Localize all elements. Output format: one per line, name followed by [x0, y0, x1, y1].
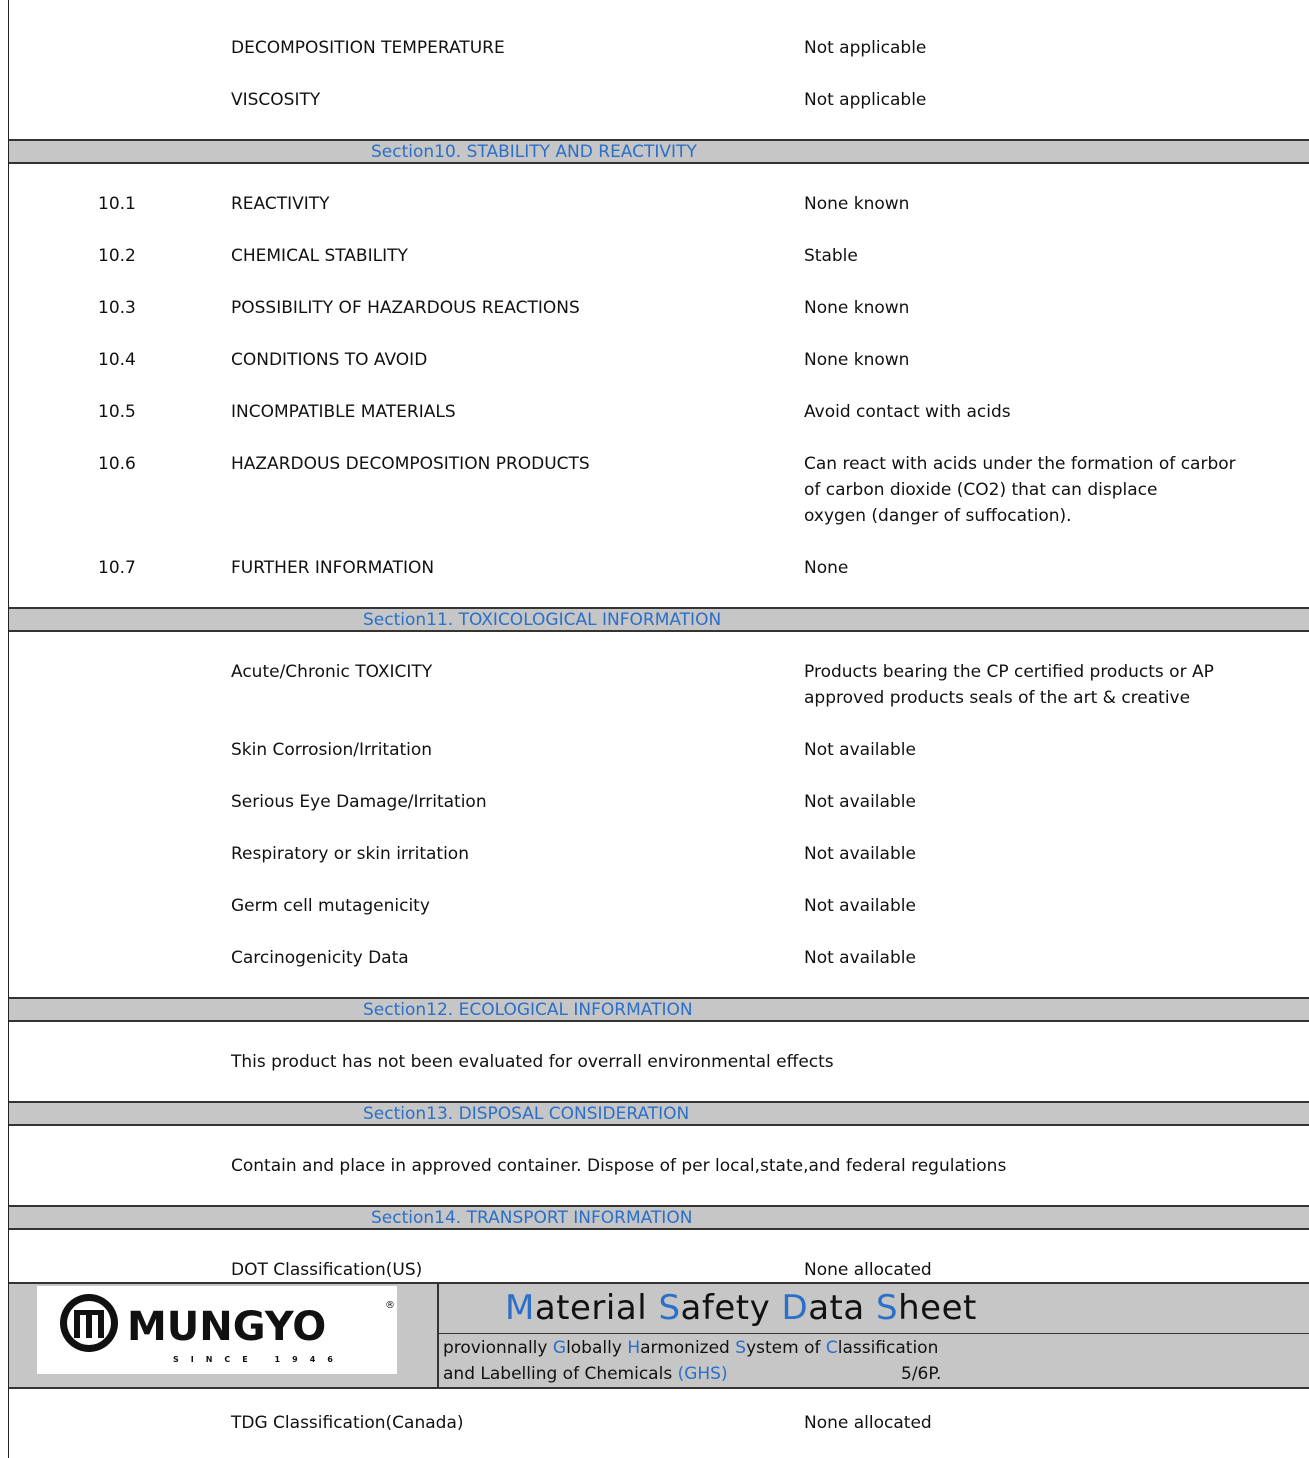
item-value: None known: [804, 350, 910, 370]
item-label: Skin Corrosion/Irritation: [231, 740, 433, 760]
item-label: Respiratory or skin irritation: [231, 844, 469, 864]
item-label: CHEMICAL STABILITY: [231, 246, 408, 266]
item-value: None: [804, 558, 849, 578]
item-value: Products bearing the CP certified products or AP approved products seals of the art & creative: [804, 662, 1214, 708]
item-value: None allocated: [804, 1413, 932, 1433]
logo-wordmark: MUNGYO: [127, 1304, 327, 1350]
item-number: 10.4: [98, 350, 136, 370]
item-number: 10.5: [98, 402, 136, 422]
section-header: [9, 997, 1309, 1022]
section-header: [9, 607, 1309, 632]
section-title: Section13. DISPOSAL CONSIDERATION: [363, 1104, 690, 1124]
mungyo-logo: [37, 1286, 397, 1374]
banner-separator: [439, 1333, 1309, 1334]
item-number: 10.1: [98, 194, 136, 214]
mungyo-logo-graphic: [37, 1286, 397, 1374]
property-value: Not applicable: [804, 38, 927, 58]
item-value: Not available: [804, 896, 916, 916]
item-number: 10.7: [98, 558, 136, 578]
item-label: INCOMPATIBLE MATERIALS: [231, 402, 456, 422]
item-value: Can react with acids under the formation of carbor of carbon dioxide (CO2) that can displace oxygen (danger of suffocation).: [804, 454, 1236, 526]
item-value: Stable: [804, 246, 858, 266]
item-label: Serious Eye Damage/Irritation: [231, 792, 487, 812]
section-title: Section11. TOXICOLOGICAL INFORMATION: [363, 610, 722, 630]
page-number: 5/6P.: [901, 1364, 942, 1384]
item-value: None known: [804, 298, 910, 318]
document-title: Material Safety Data Sheet: [505, 1288, 977, 1328]
section-header: [9, 1101, 1309, 1126]
logo-since: SINCE 1946: [173, 1355, 345, 1364]
item-value: Not available: [804, 948, 916, 968]
disposal-text: Contain and place in approved container. Dispose of per local,state,and federal regulations: [231, 1156, 1007, 1176]
banner-divider: [437, 1284, 439, 1387]
document-subtitle-line2: and Labelling of Chemicals (GHS): [443, 1364, 728, 1384]
item-value: None allocated: [804, 1260, 932, 1280]
item-label: CONDITIONS TO AVOID: [231, 350, 428, 370]
item-number: 10.2: [98, 246, 136, 266]
item-label: Germ cell mutagenicity: [231, 896, 430, 916]
item-label: DOT Classification(US): [231, 1260, 423, 1280]
item-label: REACTIVITY: [231, 194, 330, 214]
item-label: Acute/Chronic TOXICITY: [231, 662, 433, 682]
item-value: Avoid contact with acids: [804, 402, 1011, 422]
document-subtitle-line1: provionnally Globally Harmonized System of Classification: [443, 1338, 939, 1358]
item-label: Carcinogenicity Data: [231, 948, 409, 968]
item-number: 10.3: [98, 298, 136, 318]
item-value: None known: [804, 194, 910, 214]
item-label: HAZARDOUS DECOMPOSITION PRODUCTS: [231, 454, 590, 474]
section-title: Section12. ECOLOGICAL INFORMATION: [363, 1000, 693, 1020]
item-value: Not available: [804, 740, 916, 760]
property-label: VISCOSITY: [231, 90, 321, 110]
item-value: Not available: [804, 844, 916, 864]
item-number: 10.6: [98, 454, 136, 474]
item-value: Not available: [804, 792, 916, 812]
ecological-text: This product has not been evaluated for overrall environmental effects: [231, 1052, 834, 1072]
section-title: Section14. TRANSPORT INFORMATION: [371, 1208, 693, 1228]
section-title: Section10. STABILITY AND REACTIVITY: [371, 142, 697, 162]
item-label: TDG Classification(Canada): [231, 1413, 464, 1433]
property-value: Not applicable: [804, 90, 927, 110]
left-border-line: [8, 0, 9, 1458]
section-header: [9, 1205, 1309, 1230]
item-label: POSSIBILITY OF HAZARDOUS REACTIONS: [231, 298, 580, 318]
svg-text:®: ®: [385, 1300, 395, 1311]
msds-banner: [9, 1282, 1309, 1389]
section-header: [9, 139, 1309, 164]
item-label: FURTHER INFORMATION: [231, 558, 435, 578]
property-label: DECOMPOSITION TEMPERATURE: [231, 38, 505, 58]
